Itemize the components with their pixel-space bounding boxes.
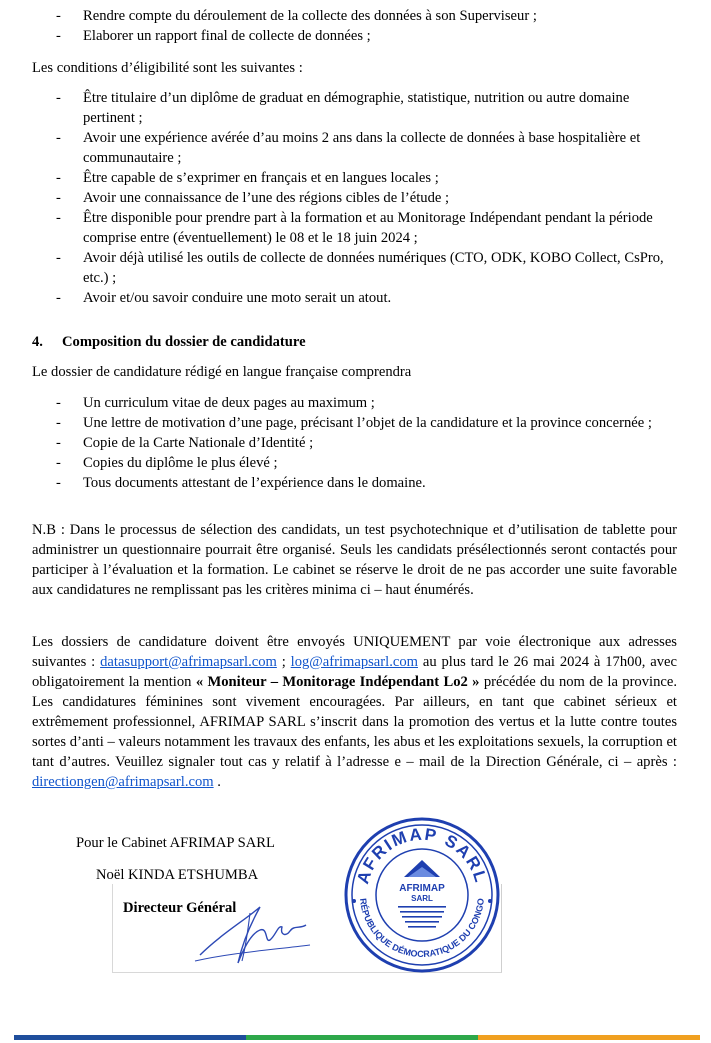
submission-paragraph xyxy=(32,632,677,792)
stamp-bottom-text: RÉPUBLIQUE DÉMOCRATIQUE DU CONGO xyxy=(358,897,486,960)
submission-text: Les dossiers de candidature doivent être envoyés UNIQUEMENT par voie électronique aux adresses suivantes : xyxy=(32,634,677,670)
dossier-list xyxy=(32,393,677,493)
email-link-log[interactable]: log@afrimapsarl.com xyxy=(290,654,418,670)
list-item: - Avoir une connaissance de l’une des régions cibles de l’étude ; xyxy=(56,190,450,206)
dossier-intro: Le dossier de candidature rédigé en langue française comprendra xyxy=(32,364,412,380)
company-stamp xyxy=(342,815,502,975)
signature-for-line: Pour le Cabinet AFRIMAP SARL xyxy=(76,835,275,851)
handwritten-signature xyxy=(190,895,320,970)
list-item: - Être capable de s’exprimer en français et en langues locales ; xyxy=(56,170,439,186)
list-item: - Être disponible pour prendre part à la formation et au Monitorage Indépendant pendant la période comprise entre (éventuellement) le 08 et le 18 juin 2024 ; xyxy=(56,210,653,246)
submission-text: . xyxy=(213,774,221,790)
section-title: Composition du dossier de candidature xyxy=(62,334,306,350)
email-link-direction[interactable]: directiongen@afrimapsarl.com xyxy=(32,774,214,790)
list-item: - Tous documents attestant de l’expérience dans le domaine. xyxy=(56,475,426,491)
section-heading xyxy=(32,332,306,352)
footer-bar-orange xyxy=(478,1035,700,1040)
stamp-logo-icon xyxy=(404,860,440,877)
list-item: - Avoir et/ou savoir conduire une moto serait un atout. xyxy=(56,290,392,306)
eligibility-intro: Les conditions d’éligibilité sont les suivantes : xyxy=(32,60,303,76)
list-item: - Une lettre de motivation d’une page, précisant l’objet de la candidature et la province concernée ; xyxy=(56,415,652,431)
stamp-center-sub: SARL xyxy=(411,894,433,903)
list-item: - Avoir une expérience avérée d’au moins 2 ans dans la collecte de données à base hospitalière et communautaire ; xyxy=(56,130,641,166)
submission-text: au plus tard le 26 mai 2024 à 17h00, avec obligatoirement la mention xyxy=(32,654,677,690)
eligibility-list xyxy=(32,88,677,308)
list-item: - Copies du diplôme le plus élevé ; xyxy=(56,455,278,471)
submission-text: précédée du nom de la province. Les candidatures féminines sont vivement encouragées. Par ailleurs, en tant que cabinet sérieux et extrêmement professionnel, AFRIMAP SARL s’inscrit dans la promotion des vertus et la lutte contre toutes sortes d’anti – valeurs notamment les travaux des enfants, les abus et les exploitations sexuels, la corruption et tant d’autres. Veuillez signaler tout cas y relatif à l’adresse e – mail de la Direction Générale, ci – après : xyxy=(32,674,677,770)
list-item: - Avoir déjà utilisé les outils de collecte de données numériques (CTO, ODK, KOBO Collect, CsPro, etc.) ; xyxy=(56,250,664,286)
list-item: - Un curriculum vitae de deux pages au maximum ; xyxy=(56,395,375,411)
footer-color-bar xyxy=(14,1035,700,1040)
signature-name: Noël KINDA ETSHUMBA xyxy=(96,867,259,883)
stamp-top-text: AFRIMAP SARL xyxy=(353,824,491,887)
signature-role: Directeur Général xyxy=(123,900,237,916)
list-item: - Copie de la Carte Nationale d’Identité ; xyxy=(56,435,314,451)
footer-bar-blue xyxy=(14,1035,246,1040)
responsibilities-list xyxy=(32,6,677,46)
list-item: - Rendre compte du déroulement de la collecte des données à son Superviseur ; xyxy=(56,8,537,24)
email-link-datasupport[interactable]: datasupport@afrimapsarl.com xyxy=(100,654,277,670)
list-item: - Être titulaire d’un diplôme de graduat en démographie, statistique, nutrition ou autre domaine pertinent ; xyxy=(56,90,630,126)
nb-paragraph: N.B : Dans le processus de sélection des candidats, un test psychotechnique et d’utilisation de tablette pour administrer un questionnaire pourrait être organisé. Seuls les candidats présélectionnés seront contactés pour participer à l’évaluation et la formation. Le cabinet se réserve le droit de ne pas accorder une suite favorable aux candidatures ne remplissant pas les critères minima ci – haut énumérés. xyxy=(32,522,677,598)
stamp-fine-print xyxy=(398,906,446,928)
footer-bar-green xyxy=(246,1035,478,1040)
mention-text: « Moniteur – Monitorage Indépendant Lo2 » xyxy=(195,674,480,690)
list-item: - Elaborer un rapport final de collecte de données ; xyxy=(56,28,371,44)
stamp-center-title: AFRIMAP xyxy=(399,883,445,894)
section-number: 4. xyxy=(32,334,43,350)
separator-text: ; xyxy=(276,654,291,670)
